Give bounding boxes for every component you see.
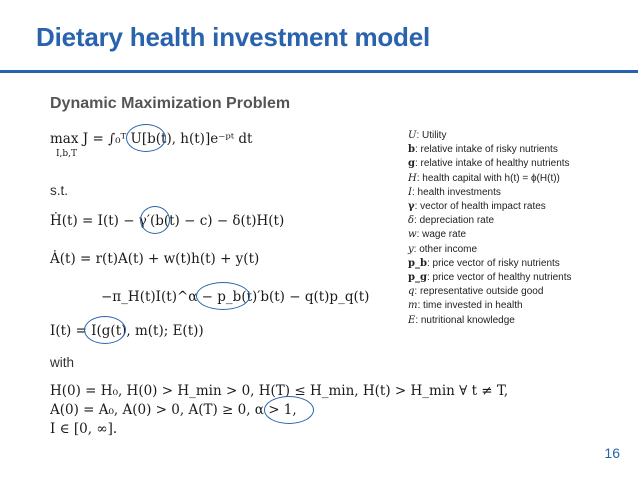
asset-equation-cont: −π_H(t)I(t)^α − p_b(t)′b(t) − q(t)p_q(t) [101, 289, 370, 305]
legend-item: y: other income [408, 243, 478, 255]
legend-item: γ: vector of health impact rates [408, 201, 546, 213]
legend-item: m: time invested in health [408, 300, 523, 312]
investment-function: I(t) = I(g(t), m(t); E(t)) [50, 323, 204, 339]
legend-item: δ: depreciation rate [408, 215, 495, 227]
legend-item: U: Utility [408, 130, 447, 141]
legend-item: H: health capital with h(t) = ϕ(H(t)) [408, 172, 560, 184]
page-number: 16 [604, 445, 620, 461]
legend-item: g: relative intake of healthy nutrients [408, 158, 570, 170]
objective-subscript: I,b,T [56, 149, 78, 159]
slide-title: Dietary health investment model [36, 22, 431, 52]
with-label: with [50, 355, 75, 370]
asset-equation: Ȧ(t) = r(t)A(t) + w(t)h(t) + y(t) [50, 251, 260, 267]
health-capital-equation: Ḣ(t) = I(t) − γ′(b(t) − c) − δ(t)H(t) [50, 213, 285, 229]
st-label: s.t. [50, 183, 69, 198]
legend-item: b: relative intake of risky nutrients [408, 144, 558, 156]
condition-line-3: I ∈ [0, ∞]. [50, 421, 118, 437]
highlight-circle-pb [196, 282, 250, 310]
highlight-circle-alpha [264, 396, 314, 424]
legend-item: w: wage rate [408, 229, 467, 241]
condition-line-2: A(0) = A₀, A(0) > 0, A(T) ≥ 0, α > 1, [50, 402, 297, 418]
highlight-circle-g [84, 316, 126, 344]
legend-item: p_g: price vector of healthy nutrients [408, 272, 572, 284]
highlight-circle-gamma [140, 206, 170, 234]
legend-item: p_b: price vector of risky nutrients [408, 257, 560, 269]
condition-line-1: H(0) = H₀, H(0) > H_min > 0, H(T) ≤ H_min, H(t) > H_min ∀ t ≠ T, [50, 383, 509, 399]
highlight-circle-b [126, 124, 166, 152]
legend-item: E: nutritional knowledge [408, 314, 515, 326]
objective-text: max J = ∫₀ᵀ U[b(t), h(t)]e⁻ᵖᵗ dt [50, 131, 253, 147]
section-subtitle: Dynamic Maximization Problem [50, 95, 291, 112]
title-divider [0, 70, 638, 73]
variable-legend [408, 129, 572, 328]
legend-item: I: health investments [408, 186, 501, 198]
legend-item: q: representative outside good [408, 286, 544, 298]
